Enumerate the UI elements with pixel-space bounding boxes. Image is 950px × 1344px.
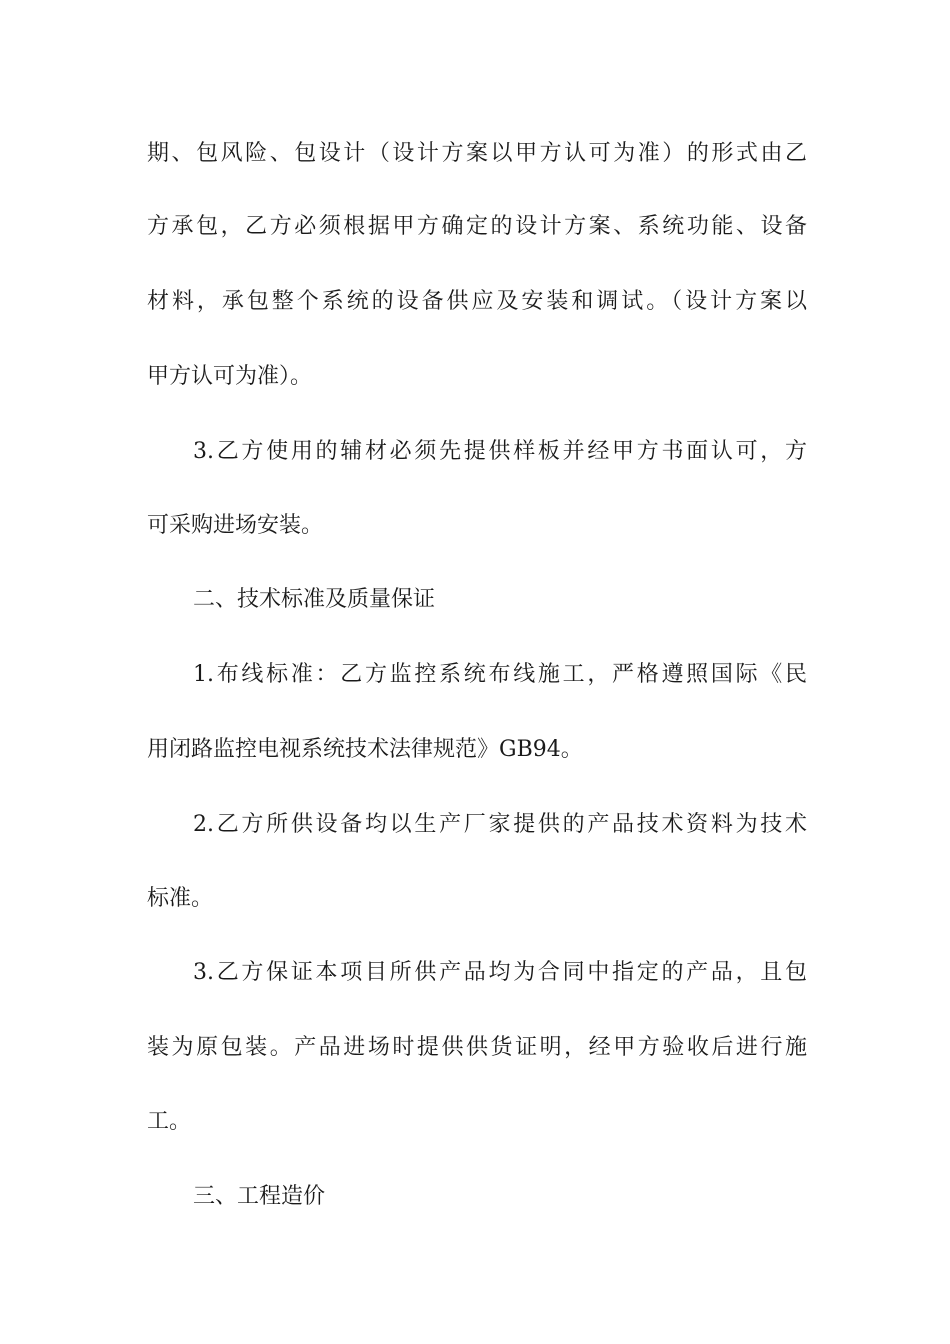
paragraph-line: 方承包，乙方必须根据甲方确定的设计方案、系统功能、设备 [147, 214, 807, 239]
section-heading-3: 三、工程造价 [193, 1184, 326, 1209]
clause-2-line: 标准。 [147, 886, 214, 911]
clause-3b-line: 装为原包装。产品进场时提供供货证明，经甲方验收后进行施 [147, 1035, 807, 1060]
clause-3-line: 3.乙方使用的辅材必须先提供样板并经甲方书面认可，方 [193, 439, 807, 464]
paragraph-line: 甲方认可为准）。 [147, 364, 313, 389]
clause-1-line: 1.布线标准：乙方监控系统布线施工，严格遵照国际《民 [193, 662, 807, 687]
clause-2-line: 2.乙方所供设备均以生产厂家提供的产品技术资料为技术 [193, 812, 807, 837]
clause-1-line: 用闭路监控电视系统技术法律规范》GB94。 [147, 737, 583, 762]
clause-3-line: 可采购进场安装。 [147, 513, 324, 538]
clause-3b-line: 工。 [147, 1109, 192, 1134]
section-heading-2: 二、技术标准及质量保证 [193, 587, 436, 612]
clause-3b-line: 3.乙方保证本项目所供产品均为合同中指定的产品，且包 [193, 960, 807, 985]
paragraph-line: 期、包风险、包设计（设计方案以甲方认可为准）的形式由乙 [147, 141, 807, 166]
paragraph-line: 材料，承包整个系统的设备供应及安装和调试。（设计方案以 [147, 289, 807, 314]
